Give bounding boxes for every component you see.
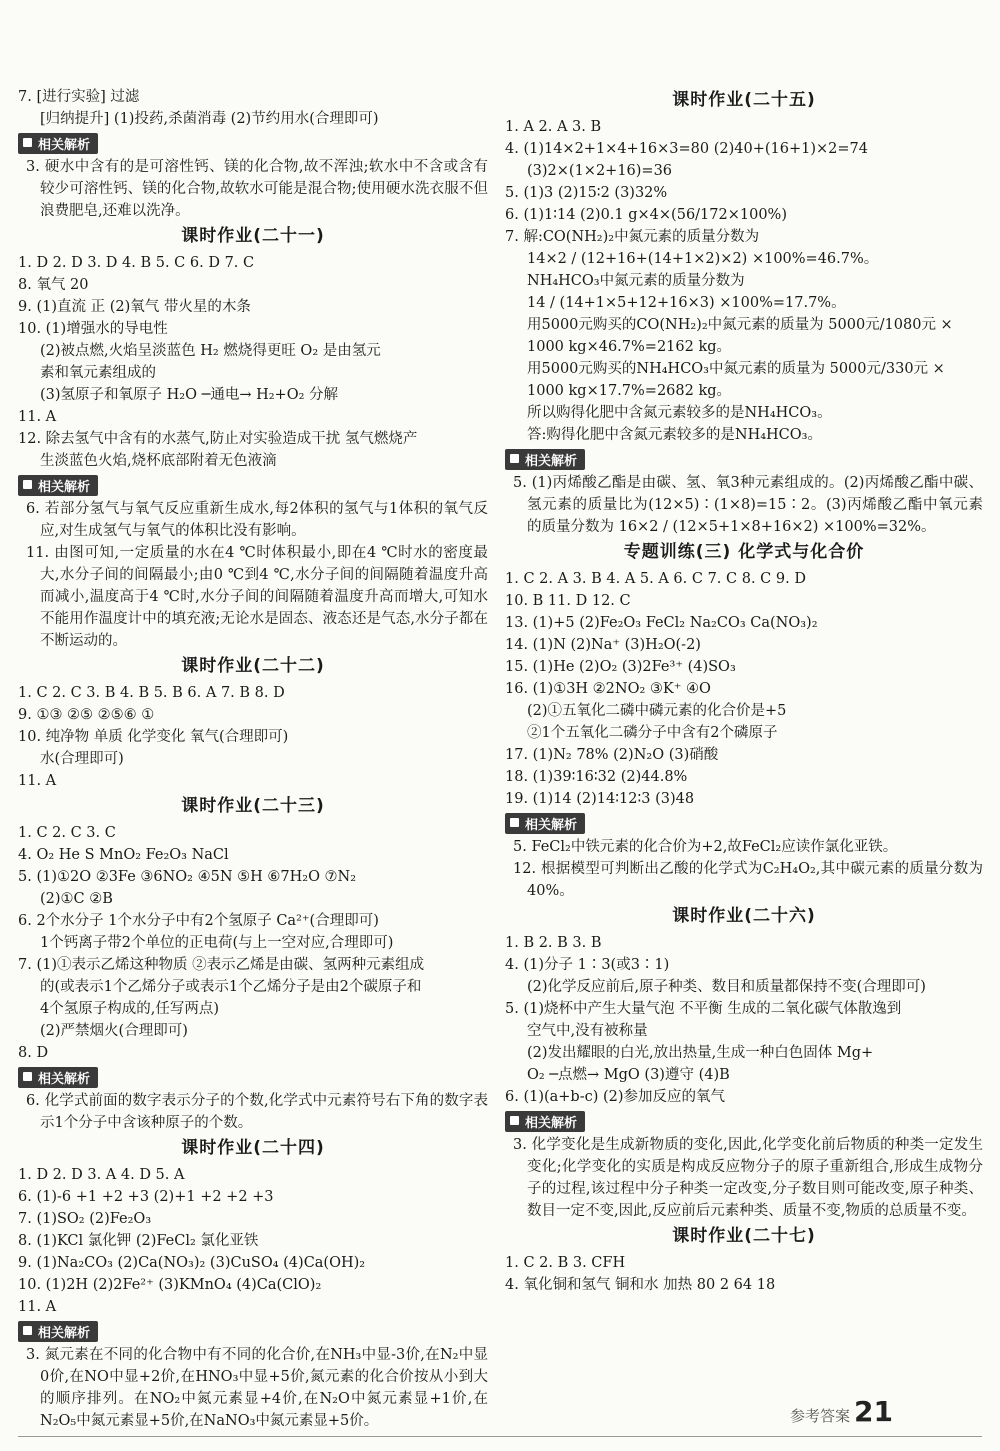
answer-line: 1. D 2. D 3. A 4. D 5. A bbox=[18, 1167, 185, 1183]
answer-line: 4. O₂ He S MnO₂ Fe₂O₃ NaCl bbox=[18, 847, 229, 863]
section-heading: 课时作业(二十七) bbox=[672, 1226, 816, 1246]
analysis-tag-row bbox=[505, 446, 983, 472]
answer-line: 4. (1)分子 1∶3(或3∶1) bbox=[505, 957, 670, 973]
answer-line: 10. (1)增强水的导电性 bbox=[18, 321, 168, 337]
answer-line: (2)①五氧化二磷中磷元素的化合价是+5 bbox=[527, 703, 787, 719]
answer-line: 19. (1)14 (2)14∶12∶3 (3)48 bbox=[505, 791, 695, 807]
answer-line: 6. (1)(a+b-c) (2)参加反应的氧气 bbox=[505, 1089, 726, 1105]
answer-line: 水(合理即可) bbox=[40, 751, 124, 767]
left-column bbox=[18, 86, 488, 1432]
answer-line: (2)被点燃,火焰呈淡蓝色 H₂ 燃烧得更旺 O₂ 是由氢元 bbox=[40, 343, 381, 359]
answer-line: 8. D bbox=[18, 1045, 49, 1061]
answer-line: 8. 氧气 20 bbox=[18, 277, 89, 293]
answer-line: NH₄HCO₃中氮元素的质量分数为 bbox=[527, 273, 745, 289]
answer-line: 7. [进行实验] 过滤 bbox=[18, 89, 140, 105]
analysis-tag-row bbox=[18, 1064, 488, 1090]
answer-line: (2)①C ②B bbox=[40, 891, 113, 907]
answer-line: 18. (1)39∶16∶32 (2)44.8% bbox=[505, 769, 688, 785]
answer-line: 素和氧元素组成的 bbox=[40, 365, 156, 381]
analysis-tag-row bbox=[18, 1318, 488, 1344]
answer-line: 6. (1)1∶14 (2)0.1 g×4×(56/172×100%) bbox=[505, 207, 787, 223]
answer-line: 10. 纯净物 单质 化学变化 氧气(合理即可) bbox=[18, 729, 289, 745]
explanation-paragraph: 6. 若部分氢气与氧气反应重新生成水,每2体积的氢气与1体积的氧气反应,对生成氢气与氧气的体积比没有影响。 bbox=[26, 501, 488, 539]
explanation-paragraph: 11. 由图可知,一定质量的水在4 ℃时体积最小,即在4 ℃时水的密度最大,水分子间的间隔最小;由0 ℃到4 ℃,水分子间的间隔随着温度升高而减小,温度高于4 ℃时,水分子间的间隔随着温度升高而增大,可知水不能用作温度计中的填充液;无论水是固态、液态还是气态,水分子都在不断运动的。 bbox=[26, 545, 488, 649]
section-heading: 课时作业(二十六) bbox=[672, 906, 816, 926]
footer-label: 参考答案 bbox=[790, 1407, 851, 1425]
page-number: 21 bbox=[854, 1395, 893, 1428]
explanation-paragraph: 5. FeCl₂中铁元素的化合价为+2,故FeCl₂应读作氯化亚铁。 bbox=[513, 839, 898, 855]
analysis-tag: 相关解析 bbox=[505, 1111, 585, 1132]
answer-line: O₂ ─点燃→ MgO (3)遵守 (4)B bbox=[527, 1067, 730, 1083]
explanation-paragraph: 3. 硬水中含有的是可溶性钙、镁的化合物,故不浑浊;软水中不含或含有较少可溶性钙、镁的化合物,故软水可能是混合物;使用硬水洗衣服不但浪费肥皂,还难以洗净。 bbox=[26, 159, 488, 219]
answer-line: 6. (1)-6 +1 +2 +3 (2)+1 +2 +2 +3 bbox=[18, 1189, 274, 1205]
answer-line: 10. (1)2H (2)2Fe²⁺ (3)KMnO₄ (4)Ca(ClO)₂ bbox=[18, 1277, 322, 1293]
right-column bbox=[505, 86, 983, 1296]
answer-line: 用5000元购买的NH₄HCO₃中氮元素的质量为 5000元/330元 × bbox=[527, 361, 945, 377]
answer-line: 11. A bbox=[18, 773, 57, 789]
answer-line: 8. (1)KCl 氯化钾 (2)FeCl₂ 氯化亚铁 bbox=[18, 1233, 259, 1249]
answer-line: 16. (1)①3H ②2NO₂ ③K⁺ ④O bbox=[505, 681, 711, 697]
answer-line: 5. (1)3 (2)15∶2 (3)32% bbox=[505, 185, 668, 201]
answer-line: 14. (1)N (2)Na⁺ (3)H₂O(-2) bbox=[505, 637, 701, 653]
analysis-tag: 相关解析 bbox=[505, 449, 585, 470]
answer-line: 9. (1)直流 正 (2)氧气 带火星的木条 bbox=[18, 299, 251, 315]
answer-line: 1. C 2. B 3. CFH bbox=[505, 1255, 626, 1271]
answer-line: 答:购得化肥中含氮元素较多的是NH₄HCO₃。 bbox=[527, 427, 822, 443]
answer-line: 1. D 2. D 3. D 4. B 5. C 6. D 7. C bbox=[18, 255, 255, 271]
answer-line: 11. A bbox=[18, 409, 57, 425]
page-footer bbox=[790, 1395, 893, 1428]
analysis-tag-row bbox=[18, 130, 488, 156]
answer-line: 6. 2个水分子 1个水分子中有2个氢原子 Ca²⁺(合理即可) bbox=[18, 913, 379, 929]
answer-line: (3)氢原子和氧原子 H₂O ─通电→ H₂+O₂ 分解 bbox=[40, 387, 339, 403]
explanation-paragraph: 3. 氮元素在不同的化合物中有不同的化合价,在NH₃中显-3价,在N₂中显0价,在NO中显+2价,在HNO₃中显+5价,氮元素的化合价按从小到大的顺序排列。在NO₂中氮元素显+4价,在N₂O中氮元素显+1价,在N₂O₅中氮元素显+5价,在NaNO₃中氮元素显+5价。 bbox=[26, 1347, 488, 1429]
answer-line: 1. A 2. A 3. B bbox=[505, 119, 602, 135]
answer-line: 生淡蓝色火焰,烧杯底部附着无色液滴 bbox=[40, 453, 277, 469]
answer-line: 所以购得化肥中含氮元素较多的是NH₄HCO₃。 bbox=[527, 405, 832, 421]
answer-line: 11. A bbox=[18, 1299, 57, 1315]
answer-line: 15. (1)He (2)O₂ (3)2Fe³⁺ (4)SO₃ bbox=[505, 659, 736, 675]
explanation-paragraph: 5. (1)丙烯酸乙酯是由碳、氢、氧3种元素组成的。(2)丙烯酸乙酯中碳、氢元素的质量比为(12×5)∶(1×8)=15∶2。(3)丙烯酸乙酯中氧元素的质量分数为 16×2 / (12×5+1×8+16×2) ×100%=32%。 bbox=[513, 475, 983, 535]
answer-line: 1. B 2. B 3. B bbox=[505, 935, 602, 951]
section-heading: 课时作业(二十四) bbox=[181, 1138, 325, 1158]
answer-line: (2)化学反应前后,原子种类、数目和质量都保持不变(合理即可) bbox=[527, 979, 926, 995]
explanation-paragraph: 3. 化学变化是生成新物质的变化,因此,化学变化前后物质的种类一定发生变化;化学变化的实质是构成反应物分子的原子重新组合,形成生成物分子的过程,该过程中分子种类一定改变,分子数目则可能改变,原子种类、数目一定不变,因此,反应前后元素种类、质量不变,物质的总质量不变。 bbox=[513, 1137, 983, 1219]
analysis-tag: 相关解析 bbox=[18, 133, 98, 154]
answer-line: 1个钙离子带2个单位的正电荷(与上一空对应,合理即可) bbox=[40, 935, 394, 951]
answer-line: 4. 氧化铜和氢气 铜和水 加热 80 2 64 18 bbox=[505, 1277, 776, 1293]
analysis-tag-row bbox=[505, 1108, 983, 1134]
explanation-paragraph: 12. 根据模型可判断出乙酸的化学式为C₂H₄O₂,其中碳元素的质量分数为40%。 bbox=[513, 861, 983, 899]
analysis-tag: 相关解析 bbox=[18, 1067, 98, 1088]
answer-line: 14 / (14+1×5+12+16×3) ×100%=17.7%。 bbox=[527, 295, 846, 311]
answer-line: ②1个五氧化二磷分子中含有2个磷原子 bbox=[527, 725, 778, 741]
answer-line: 4个氢原子构成的,任写两点) bbox=[40, 1001, 219, 1017]
analysis-tag-row bbox=[505, 810, 983, 836]
bottom-rule bbox=[18, 1436, 982, 1437]
answer-line: 14×2 / (12+16+(14+1×2)×2) ×100%=46.7%。 bbox=[527, 251, 879, 267]
section-heading: 课时作业(二十二) bbox=[181, 656, 325, 676]
answer-line: (2)严禁烟火(合理即可) bbox=[40, 1023, 188, 1039]
answer-line: 7. 解:CO(NH₂)₂中氮元素的质量分数为 bbox=[505, 229, 760, 245]
answer-line: 9. ①③ ②⑤ ②⑤⑥ ① bbox=[18, 707, 155, 723]
answer-line: 5. (1)①2O ②3Fe ③6NO₂ ④5N ⑤H ⑥7H₂O ⑦N₂ bbox=[18, 869, 357, 885]
answer-line: 空气中,没有被称量 bbox=[527, 1023, 648, 1039]
answer-line: 的(或表示1个乙烯分子或表示1个乙烯分子是由2个碳原子和 bbox=[40, 979, 422, 995]
answer-line: 10. B 11. D 12. C bbox=[505, 593, 631, 609]
answer-line: 1000 kg×17.7%=2682 kg。 bbox=[527, 383, 732, 399]
section-heading: 课时作业(二十一) bbox=[181, 226, 325, 246]
answer-line: 17. (1)N₂ 78% (2)N₂O (3)硝酸 bbox=[505, 747, 719, 763]
answer-line: 1. C 2. C 3. C bbox=[18, 825, 116, 841]
analysis-tag: 相关解析 bbox=[18, 1321, 98, 1342]
analysis-tag: 相关解析 bbox=[18, 475, 98, 496]
answer-line: 5. (1)烧杯中产生大量气泡 不平衡 生成的二氧化碳气体散逸到 bbox=[505, 1001, 902, 1017]
answer-line: 4. (1)14×2+1×4+16×3=80 (2)40+(16+1)×2=74 bbox=[505, 141, 868, 157]
answer-line: 1. C 2. C 3. B 4. B 5. B 6. A 7. B 8. D bbox=[18, 685, 285, 701]
analysis-tag: 相关解析 bbox=[505, 813, 585, 834]
section-heading: 专题训练(三) 化学式与化合价 bbox=[623, 542, 865, 562]
answer-line: 7. (1)①表示乙烯这种物质 ②表示乙烯是由碳、氢两种元素组成 bbox=[18, 957, 425, 973]
answer-line: 用5000元购买的CO(NH₂)₂中氮元素的质量为 5000元/1080元 × bbox=[527, 317, 953, 333]
section-heading: 课时作业(二十五) bbox=[672, 90, 816, 110]
answer-line: 1000 kg×46.7%=2162 kg。 bbox=[527, 339, 732, 355]
answer-line: 7. (1)SO₂ (2)Fe₂O₃ bbox=[18, 1211, 152, 1227]
answer-line: (2)发出耀眼的白光,放出热量,生成一种白色固体 Mg+ bbox=[527, 1045, 874, 1061]
answer-line: 12. 除去氢气中含有的水蒸气,防止对实验造成干扰 氢气燃烧产 bbox=[18, 431, 418, 447]
section-heading: 课时作业(二十三) bbox=[181, 796, 325, 816]
answer-line: [归纳提升] (1)投药,杀菌消毒 (2)节约用水(合理即可) bbox=[40, 111, 379, 127]
explanation-paragraph: 6. 化学式前面的数字表示分子的个数,化学式中元素符号右下角的数字表示1个分子中含该种原子的个数。 bbox=[26, 1093, 488, 1131]
answer-line: 13. (1)+5 (2)Fe₂O₃ FeCl₂ Na₂CO₃ Ca(NO₃)₂ bbox=[505, 615, 818, 631]
answer-line: 9. (1)Na₂CO₃ (2)Ca(NO₃)₂ (3)CuSO₄ (4)Ca(OH)₂ bbox=[18, 1255, 366, 1271]
answer-line: 1. C 2. A 3. B 4. A 5. A 6. C 7. C 8. C 9. D bbox=[505, 571, 806, 587]
analysis-tag-row bbox=[18, 472, 488, 498]
answer-line: (3)2×(1×2+16)=36 bbox=[527, 163, 673, 179]
